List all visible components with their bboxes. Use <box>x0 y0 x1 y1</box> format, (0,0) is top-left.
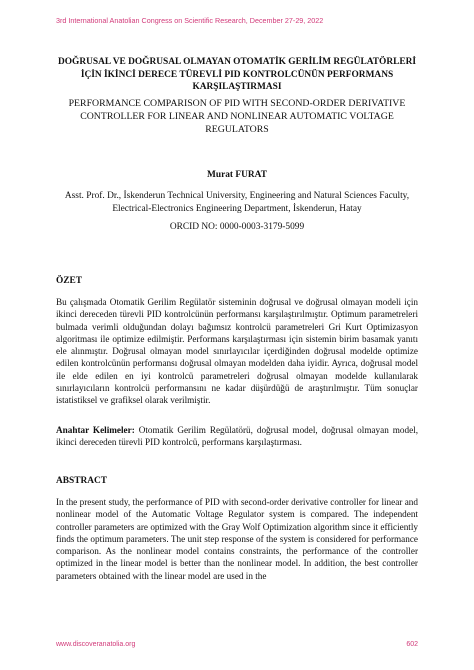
abstract-heading: ABSTRACT <box>56 476 108 486</box>
author-affiliation: Asst. Prof. Dr., İskenderun Technical University, Engineering and Natural Sciences Faculty, Electrical-Electronics Engineering Department, İskenderun, Hatay <box>64 191 410 214</box>
title-turkish: DOĞRUSAL VE DOĞRUSAL OLMAYAN OTOMATİK GERİLİM REGÜLATÖRLERİ İÇİN İKİNCİ DERECE TÜREVLİ PID KONTROLCÜNÜN PERFORMANS KARŞILAŞTIRMASI <box>57 57 417 93</box>
author-orcid: ORCID NO: 0000-0003-3179-5099 <box>169 222 305 232</box>
footer-website-link[interactable]: www.discoveranatolia.org <box>56 641 136 648</box>
title-english: PERFORMANCE COMPARISON OF PID WITH SECOND-ORDER DERIVATIVE CONTROLLER FOR LINEAR AND NONLINEAR AUTOMATIC VOLTAGE REGULATORS <box>68 98 406 135</box>
ozet-heading: ÖZET <box>56 276 83 286</box>
conference-header: 3rd International Anatolian Congress on Scientific Research, December 27-29, 2022 <box>56 16 324 25</box>
ozet-body: Bu çalışmada Otomatik Gerilim Regülatör sisteminin doğrusal ve doğrusal olmayan modeli için ikinci dereceden türevli PID kontrolcünün performansı karşılaştırılmıştır. Optimum parametreleri bulmada verimli olduğundan dolayı bağımsız kontrolcü parametreleri Gri Kurt Optimizasyon algoritması ile optimize edilmiştir. Performans karşılaştırması için sistemin birim basamak yanıtı ele alınmıştır. Doğrusal olmayan model sınırlayıcılar içerdiğinden doğrusal modelde optimize edilen kontrolcünün performansı doğrusal olmayan modelden daha iyidir. Ayrıca, doğrusal model ile elde edilen en iyi kontrolcü parametreleri doğrusal olmayan modelde kullanılarak sınırlayıcıların kontrolcü performansını ne kadar düşürdüğü de araştırılmıştır. Tüm sonuçlar istatistiksel ve grafiksel olarak verilmiştir. <box>56 297 418 405</box>
keywords-text: Otomatik Gerilim Regülatörü, doğrusal model, doğrusal olmayan model, ikinci dereceden türevli PID kontrolcü, performans karşılaştırması. <box>56 425 418 448</box>
keywords-label: Anahtar Kelimeler: <box>56 425 135 435</box>
author-name: Murat FURAT <box>207 170 267 180</box>
keywords-paragraph <box>56 424 418 449</box>
abstract-body: In the present study, the performance of PID with second-order derivative controller for linear and nonlinear model of the Automatic Voltage Regulator system is compared. The independent controller parameters are optimized with the Gray Wolf Optimization algorithm since it efficiently finds the optimum parameters. The unit step response of the system is considered for performance comparison. As the nonlinear model contains constraints, the performance of the controller optimized in the linear model is better than the nonlinear model. In addition, the best controller parameters obtained with the linear model are used in the <box>56 497 418 581</box>
footer-page-number: 602 <box>406 641 418 648</box>
